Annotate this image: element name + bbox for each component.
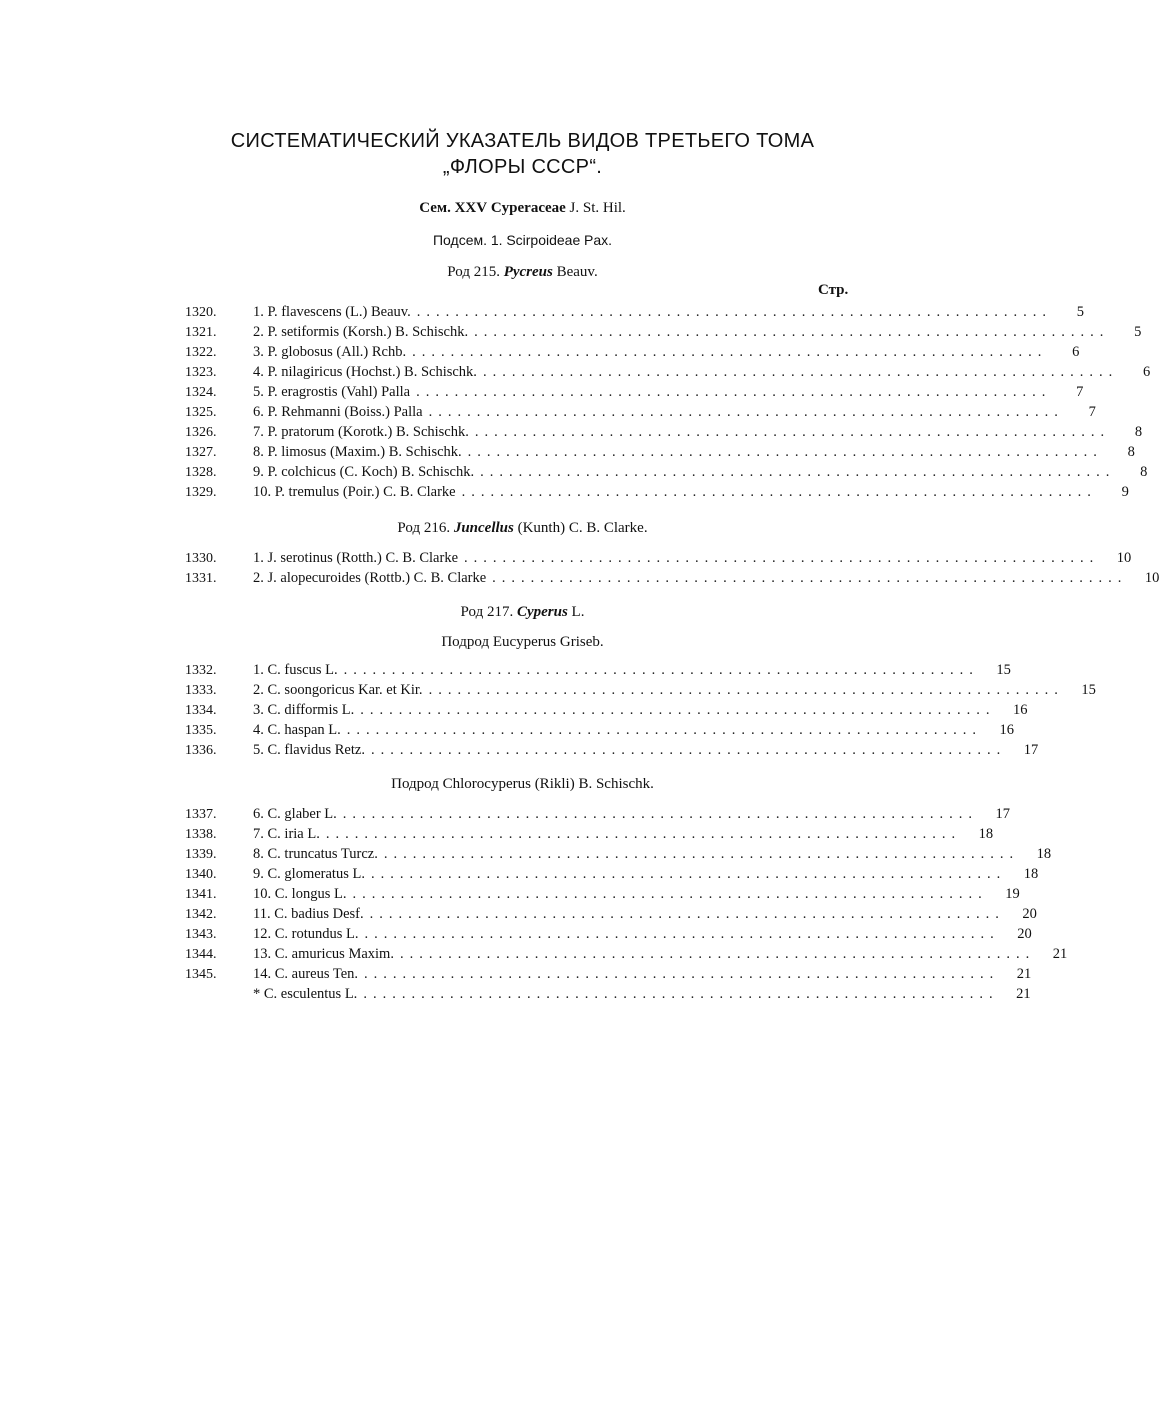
table-row [185,342,1080,362]
subgenus-eucyperus-heading [0,634,1045,651]
family-author: J. St. Hil. [569,200,626,216]
genus-215-list [185,302,1151,502]
genus-217-name: Cyperus [516,604,568,620]
table-row [185,740,1039,760]
species-name: 10. P. tremulus (Poir.) C. B. Clarke [253,484,456,500]
entry-number: 1327. [185,445,217,460]
table-row [185,402,1096,422]
genus-215-name: Pycreus [503,264,553,280]
table-row [185,382,1084,402]
species-name: 13. C. amuricus Maxim. [253,946,394,962]
species-name: 3. P. globosus (All.) Rchb. [253,344,407,360]
table-row [185,700,1028,720]
entry-number: 1341. [185,887,217,902]
dot-leader: .................................................................. [399,946,1036,962]
entry-number: 1331. [185,571,217,586]
page-number: 8 [1140,464,1148,480]
table-row [185,680,1096,700]
species-name: 4. P. nilagiricus (Hochst.) B. Schischk. [253,364,477,380]
page-number: 20 [1022,906,1037,922]
dot-leader: .................................................................. [383,846,1020,862]
species-name: 1. C. fuscus L. [253,662,338,678]
dot-leader: .................................................................. [364,926,1000,942]
entry-number: 1321. [185,325,217,340]
dot-leader: .................................................................. [416,384,1052,400]
page-title-line-2: „ФЛОРЫ СССР“. [442,156,603,178]
species-name: 2. J. alopecuroides (Rottb.) C. B. Clarke [253,570,487,586]
subgenus-prefix: Подрод [441,634,490,650]
page-number: 10 [1116,550,1132,566]
entry-number: 1343. [185,927,217,942]
species-name: 8. P. limosus (Maxim.) B. Schischk. [253,444,462,460]
entry-number: 1328. [185,465,217,480]
dot-leader: .................................................................. [428,404,1064,420]
page-number: 6 [1142,364,1151,380]
table-row [185,824,994,844]
species-name: 7. P. pratorum (Korotk.) B. Schischk. [253,424,469,440]
subgenus-chlorocyperus-list [185,804,1068,1004]
page-number: 16 [999,722,1015,738]
species-name: 12. C. rotundus L. [253,926,359,942]
table-row [185,864,1039,884]
page-number: 18 [1023,866,1039,882]
species-name: 6. P. Rehmanni (Boiss.) Palla [253,404,423,420]
dot-leader: .................................................................. [482,364,1119,380]
family-heading [0,200,1045,217]
dot-leader: .................................................................. [369,906,1005,922]
table-row [185,362,1151,382]
genus-216-prefix: Род 216. [397,520,451,536]
subfamily-name: Scirpoideae [506,232,581,248]
table-row [185,660,1011,680]
entry-number: 1340. [185,867,217,882]
genus-216-name: Juncellus [453,520,514,536]
species-name: 3. C. difformis L. [253,702,355,718]
entry-number: 1344. [185,947,217,962]
dot-leader: .................................................................. [480,464,1116,480]
species-name: 1. J. serotinus (Rotth.) C. B. Clarke [253,550,459,566]
table-row [185,984,1031,1004]
page-number: 7 [1088,404,1096,420]
entry-number: 1338. [185,827,217,842]
page-number: 5 [1076,304,1084,320]
species-name: 10. C. longus L. [253,886,347,902]
species-name: 11. C. badius Desf. [253,906,364,922]
entry-number: 1326. [185,425,217,440]
genus-217-author: L. [571,604,585,620]
table-row [185,442,1135,462]
page-number: 10 [1144,570,1159,586]
entry-number: 1334. [185,703,217,718]
genus-215-heading [0,264,1045,281]
genus-217-heading [0,604,1045,621]
page-number: 8 [1134,424,1143,440]
species-name: 2. P. setiformis (Korsh.) B. Schischk. [253,324,469,340]
table-row [185,462,1148,482]
genus-216-heading [0,520,1045,537]
entry-number: 1324. [185,385,217,400]
page-number: 18 [1036,846,1052,862]
family-prefix: Сем. XXV [419,200,488,216]
species-name: 2. C. soongoricus Kar. et Kir. [253,682,423,698]
table-row [185,924,1032,944]
subfamily-author: Pax. [584,232,613,248]
page-number: 18 [978,826,994,842]
dot-leader: .................................................................. [360,702,996,718]
species-name: 1. P. flavescens (L.) Beauv. [253,304,411,320]
genus-215-author: Beauv. [556,264,598,280]
dot-leader: .................................................................. [474,424,1111,440]
entry-number: 1320. [185,305,217,320]
entry-number: 1323. [185,365,217,380]
dot-leader: .................................................................. [416,304,1052,320]
entry-number: 1345. [185,967,217,982]
page-number: 21 [1016,966,1032,982]
dot-leader: .................................................................. [474,324,1110,340]
page-number: 6 [1072,344,1080,360]
page-number: 21 [1016,986,1031,1002]
table-row [185,904,1037,924]
page-number: 9 [1121,484,1129,500]
dot-leader: .................................................................. [412,344,1048,360]
species-name: 8. C. truncatus Turcz. [253,846,378,862]
table-row [185,422,1143,442]
species-name: 5. P. eragrostis (Vahl) Palla [253,384,411,400]
entry-number: 1325. [185,405,217,420]
dot-leader: .................................................................. [364,966,1000,982]
page-number: 21 [1052,946,1068,962]
page-number: 17 [1023,742,1039,758]
table-row [185,548,1132,568]
dot-leader: .................................................................. [346,722,983,738]
subgenus-name: Chlorocyperus (Rikli) B. Schischk. [442,776,654,792]
entry-number: 1339. [185,847,217,862]
subfamily-prefix: Подсем. 1. [432,232,503,248]
entry-number: 1337. [185,807,217,822]
species-name: 9. C. glomeratus L. [253,866,365,882]
entry-number: 1336. [185,743,217,758]
species-name: * C. esculentus L. [253,986,358,1002]
table-row [185,568,1159,588]
subgenus-chlorocyperus-heading [0,776,1045,793]
table-row [185,964,1032,984]
page-title-line-1: СИСТЕМАТИЧЕСКИЙ УКАЗАТЕЛЬ ВИДОВ ТРЕТЬЕГО ТОМА [230,130,815,152]
entry-number: 1342. [185,907,217,922]
table-row [185,322,1142,342]
dot-leader: .................................................................. [352,886,988,902]
table-row [185,720,1015,740]
table-row [185,844,1052,864]
page-number: 20 [1017,926,1032,942]
dot-leader: .................................................................. [370,742,1007,758]
species-name: 7. C. iria L. [253,826,320,842]
table-row [185,302,1084,322]
entry-number: 1322. [185,345,217,360]
genus-217-prefix: Род 217. [460,604,514,620]
entry-number: 1333. [185,683,217,698]
species-name: 4. C. haspan L. [253,722,341,738]
entry-number: 1330. [185,551,217,566]
table-row [185,944,1068,964]
family-name: Cyperaceae [490,200,566,216]
page-number: 15 [1081,682,1096,698]
page-number: 16 [1012,702,1028,718]
page-number: 15 [996,662,1011,678]
dot-leader: .................................................................. [467,444,1103,460]
subgenus-prefix: Подрод [391,776,439,792]
dot-leader: .................................................................. [370,866,1007,882]
table-row [185,804,1011,824]
subgenus-eucyperus-list [185,660,1096,760]
page-number: 8 [1127,444,1135,460]
page-number: 7 [1076,384,1084,400]
dot-leader: .................................................................. [428,682,1064,698]
species-name: 5. C. flavidus Retz. [253,742,365,758]
genus-216-list [185,548,1159,588]
page-number: 17 [995,806,1011,822]
species-name: 14. C. aureus Ten. [253,966,359,982]
subfamily-heading [0,232,1045,250]
dot-leader: .................................................................. [461,484,1097,500]
species-name: 9. P. colchicus (C. Koch) B. Schischk. [253,464,475,480]
dot-leader: .................................................................. [363,986,999,1002]
species-name: 6. C. glaber L. [253,806,337,822]
dot-leader: .................................................................. [325,826,962,842]
entry-number: 1329. [185,485,217,500]
genus-216-author: (Kunth) C. B. Clarke. [517,520,648,536]
entry-number: 1335. [185,723,217,738]
dot-leader: .................................................................. [343,662,979,678]
page-number: 19 [1005,886,1020,902]
subgenus-name: Eucyperus Griseb. [492,634,604,650]
dot-leader: .................................................................. [492,570,1128,586]
entry-number: 1332. [185,663,217,678]
table-row [185,482,1129,502]
page-column-label: Стр. [818,282,849,298]
dot-leader: .................................................................. [464,550,1100,566]
dot-leader: .................................................................. [342,806,979,822]
page-number: 5 [1134,324,1142,340]
table-row [185,884,1020,904]
genus-215-prefix: Род 215. [447,264,500,280]
